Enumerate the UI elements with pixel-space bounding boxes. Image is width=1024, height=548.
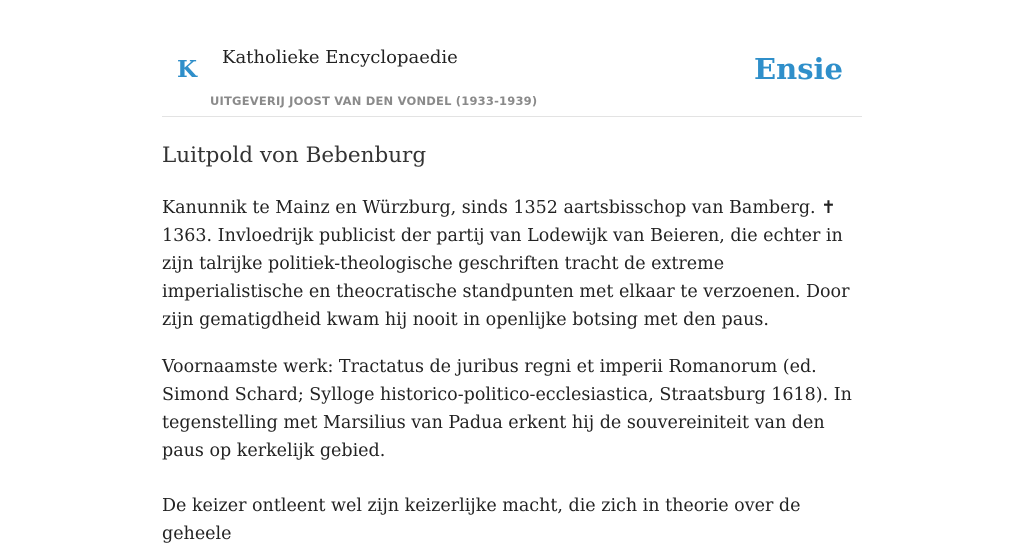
content-column (162, 0, 862, 548)
article-title: Luitpold von Bebenburg (162, 143, 427, 168)
encyclopedia-title[interactable]: Katholieke Encyclopaedie (222, 47, 458, 68)
article-paragraph: Kanunnik te Mainz en Würzburg, sinds 1352 aartsbisschop van Bamberg. ✝ 1363. Invloedrijk publicist der partij van Lodewijk van Beieren, die echter in zijn talrijke politiek-theologische geschriften tracht de extreme imperialistische en theocratische standpunten met elkaar te verzoenen. Door zijn gematigdheid kwam hij nooit in openlijke botsing met den paus. (162, 198, 850, 330)
encyclopedia-logo[interactable]: K (177, 56, 197, 83)
ensie-brand-link[interactable]: Ensie (754, 52, 843, 86)
publisher-label: UITGEVERIJ JOOST VAN DEN VONDEL (1933-1939) (210, 94, 538, 108)
article-paragraph: De keizer ontleent wel zijn keizerlijke macht, die zich in theorie over de geheele (162, 496, 801, 544)
article-paragraph: Voornaamste werk: Tractatus de juribus regni et imperii Romanorum (ed. Simond Schard; Sylloge historico-politico-ecclesiastica, Straatsburg 1618). In tegenstelling met Marsilius van Padua erkent hij de souvereiniteit van den paus op kerkelijk gebied. (162, 357, 852, 461)
header (162, 0, 862, 117)
